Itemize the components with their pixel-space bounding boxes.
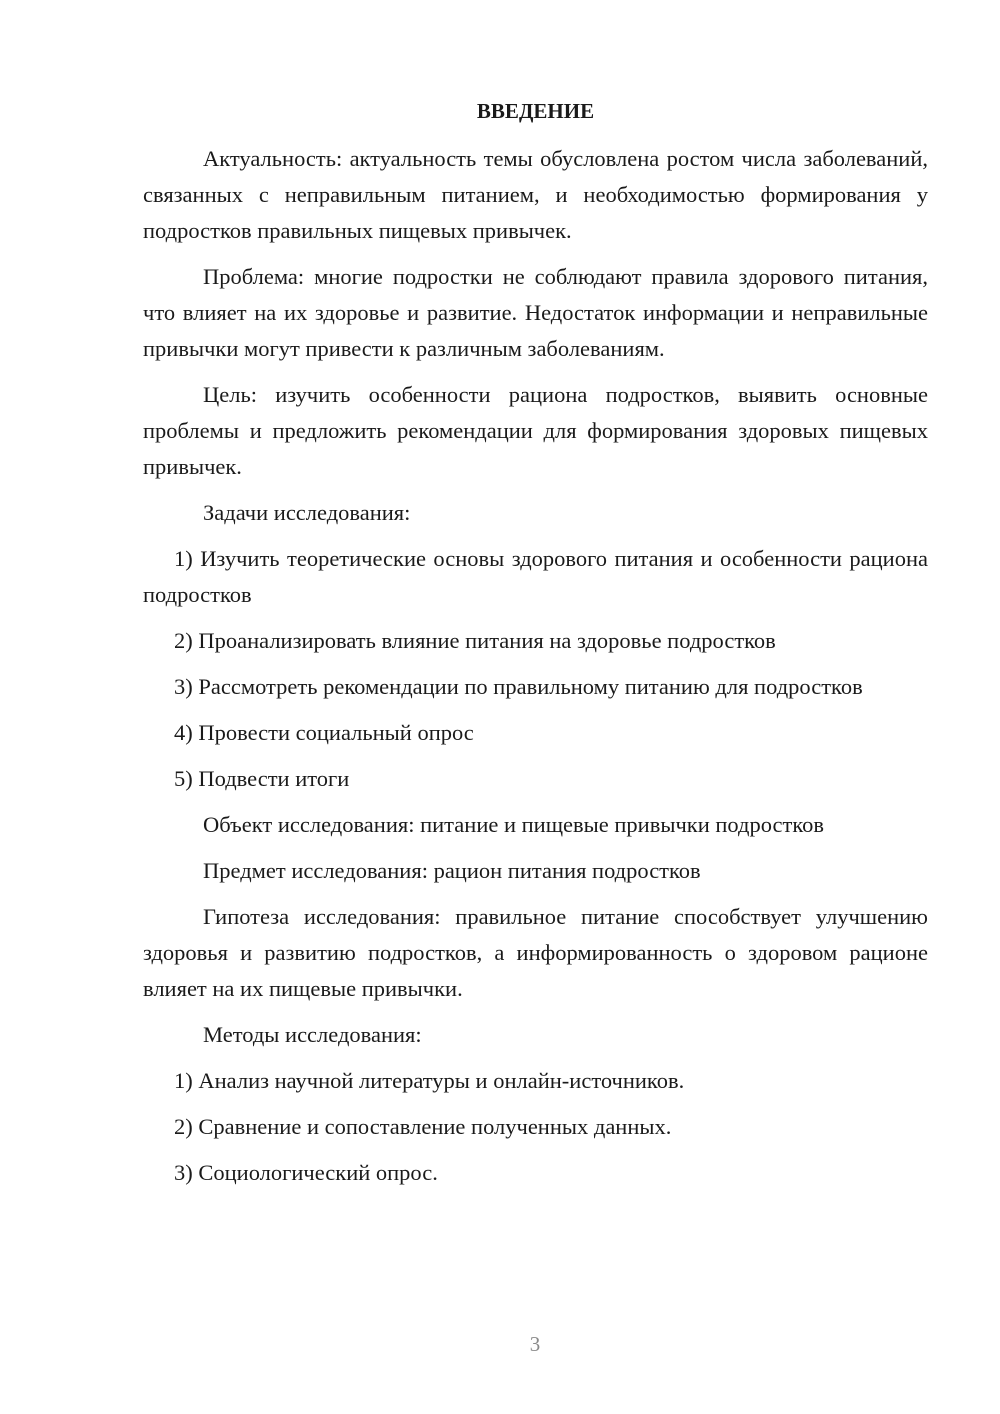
goal-paragraph: Цель: изучить особенности рациона подростков, выявить основные проблемы и предложить рекомендации для формирования здоровых пищевых привычек. (143, 382, 928, 479)
method-item-3: 3) Социологический опрос. (174, 1160, 438, 1185)
subject-line: Предмет исследования: рацион питания подростков (203, 858, 701, 883)
object-line: Объект исследования: питание и пищевые привычки подростков (203, 812, 825, 837)
relevance-paragraph: Актуальность: актуальность темы обусловлена ростом числа заболеваний, связанных с неправильным питанием, и необходимостью формирования у подростков правильных пищевых привычек. (143, 146, 928, 243)
methods-label: Методы исследования: (203, 1022, 422, 1047)
task-item-5: 5) Подвести итоги (174, 766, 350, 791)
method-item-1: 1) Анализ научной литературы и онлайн-источников. (174, 1068, 685, 1093)
tasks-label: Задачи исследования: (203, 500, 411, 525)
page-number: 3 (529, 1332, 541, 1356)
task-item-3: 3) Рассмотреть рекомендации по правильному питанию для подростков (174, 674, 863, 699)
task-item-4: 4) Провести социальный опрос (174, 720, 474, 745)
section-heading: ВВЕДЕНИЕ (476, 99, 595, 123)
task-item-1: 1) Изучить теоретические основы здорового питания и особенности рациона подростков (143, 546, 928, 607)
page-content (143, 93, 928, 1201)
hypothesis-paragraph: Гипотеза исследования: правильное питание способствует улучшению здоровья и развитию подростков, а информированность о здоровом рационе влияет на их пищевые привычки. (143, 904, 928, 1001)
task-item-2: 2) Проанализировать влияние питания на здоровье подростков (174, 628, 776, 653)
method-item-2: 2) Сравнение и сопоставление полученных данных. (174, 1114, 672, 1139)
problem-paragraph: Проблема: многие подростки не соблюдают правила здорового питания, что влияет на их здоровье и развитие. Недостаток информации и неправильные привычки могут привести к различным заболеваниям. (143, 264, 928, 361)
